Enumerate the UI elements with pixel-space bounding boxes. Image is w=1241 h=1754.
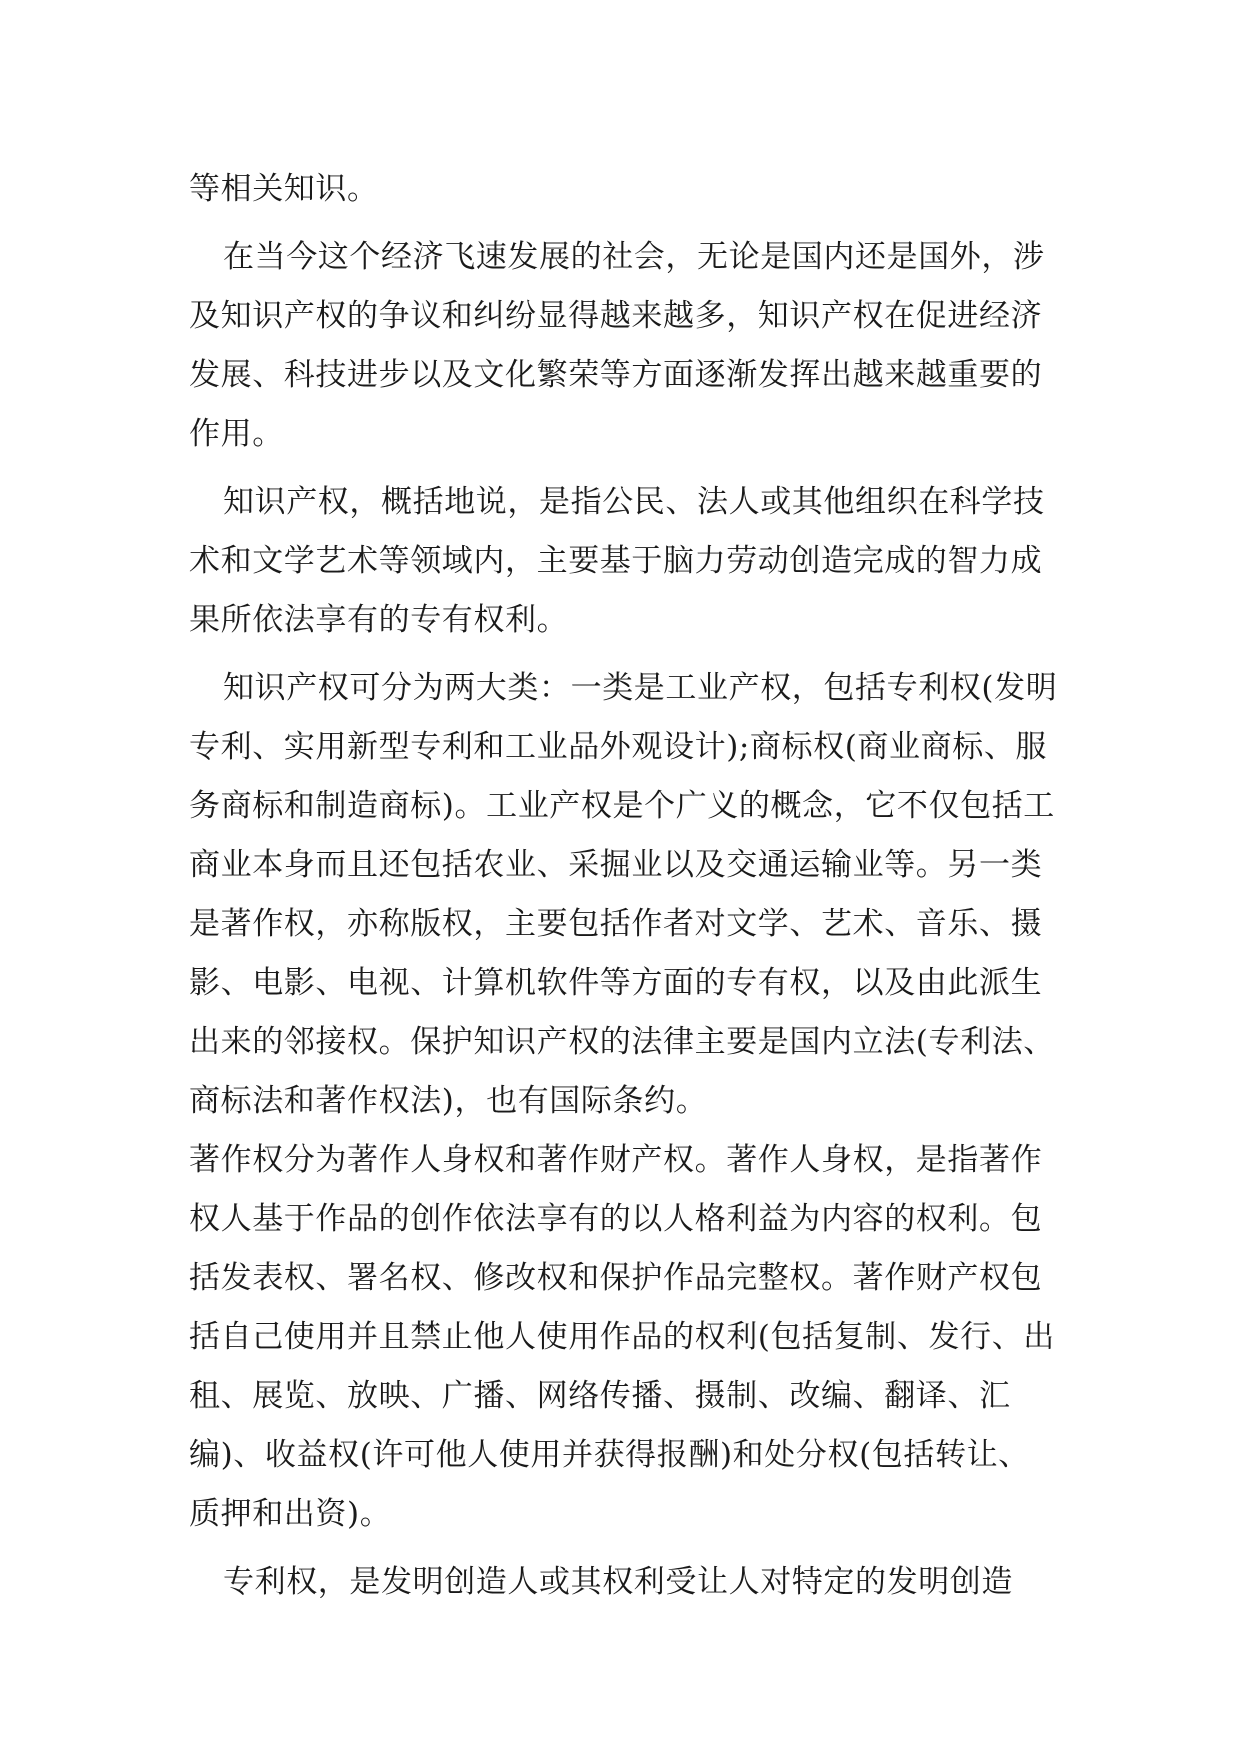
paragraph-2: 在当今这个经济飞速发展的社会，无论是国内还是国外，涉及知识产权的争议和纠纷显得越来越多，知识产权在促进经济发展、科技进步以及文化繁荣等方面逐渐发挥出越来越重要的作用。 bbox=[189, 239, 1045, 452]
paragraph-3: 知识产权，概括地说，是指公民、法人或其他组织在科学技术和文学艺术等领域内，主要基于脑力劳动创造完成的智力成果所依法享有的专有权利。 bbox=[189, 484, 1045, 638]
paragraph-5: 著作权分为著作人身权和著作财产权。著作人身权，是指著作权人基于作品的创作依法享有的以人格利益为内容的权利。包括发表权、署名权、修改权和保护作品完整权。著作财产权包括自己使用并且禁止他人使用作品的权利(包括复制、发行、出租、展览、放映、广播、网络传播、摄制、改编、翻译、汇编)、收益权(许可他人使用并获得报酬)和处分权(包括转让、质押和出资)。 bbox=[189, 1142, 1055, 1532]
paragraph-1: 等相关知识。 bbox=[189, 171, 379, 207]
body-text bbox=[189, 160, 1059, 1621]
paragraph-4: 知识产权可分为两大类：一类是工业产权，包括专利权(发明专利、实用新型专利和工业品外观设计);商标权(商业商标、服务商标和制造商标)。工业产权是个广义的概念，它不仅包括工商业本身而且还包括农业、采掘业以及交通运输业等。另一类是著作权，亦称版权，主要包括作者对文学、艺术、音乐、摄影、电影、电视、计算机软件等方面的专有权，以及由此派生出来的邻接权。保护知识产权的法律主要是国内立法(专利法、商标法和著作权法)，也有国际条约。 bbox=[189, 670, 1058, 1119]
paragraph-6: 专利权，是发明创造人或其权利受让人对特定的发明创造 bbox=[223, 1564, 1013, 1600]
